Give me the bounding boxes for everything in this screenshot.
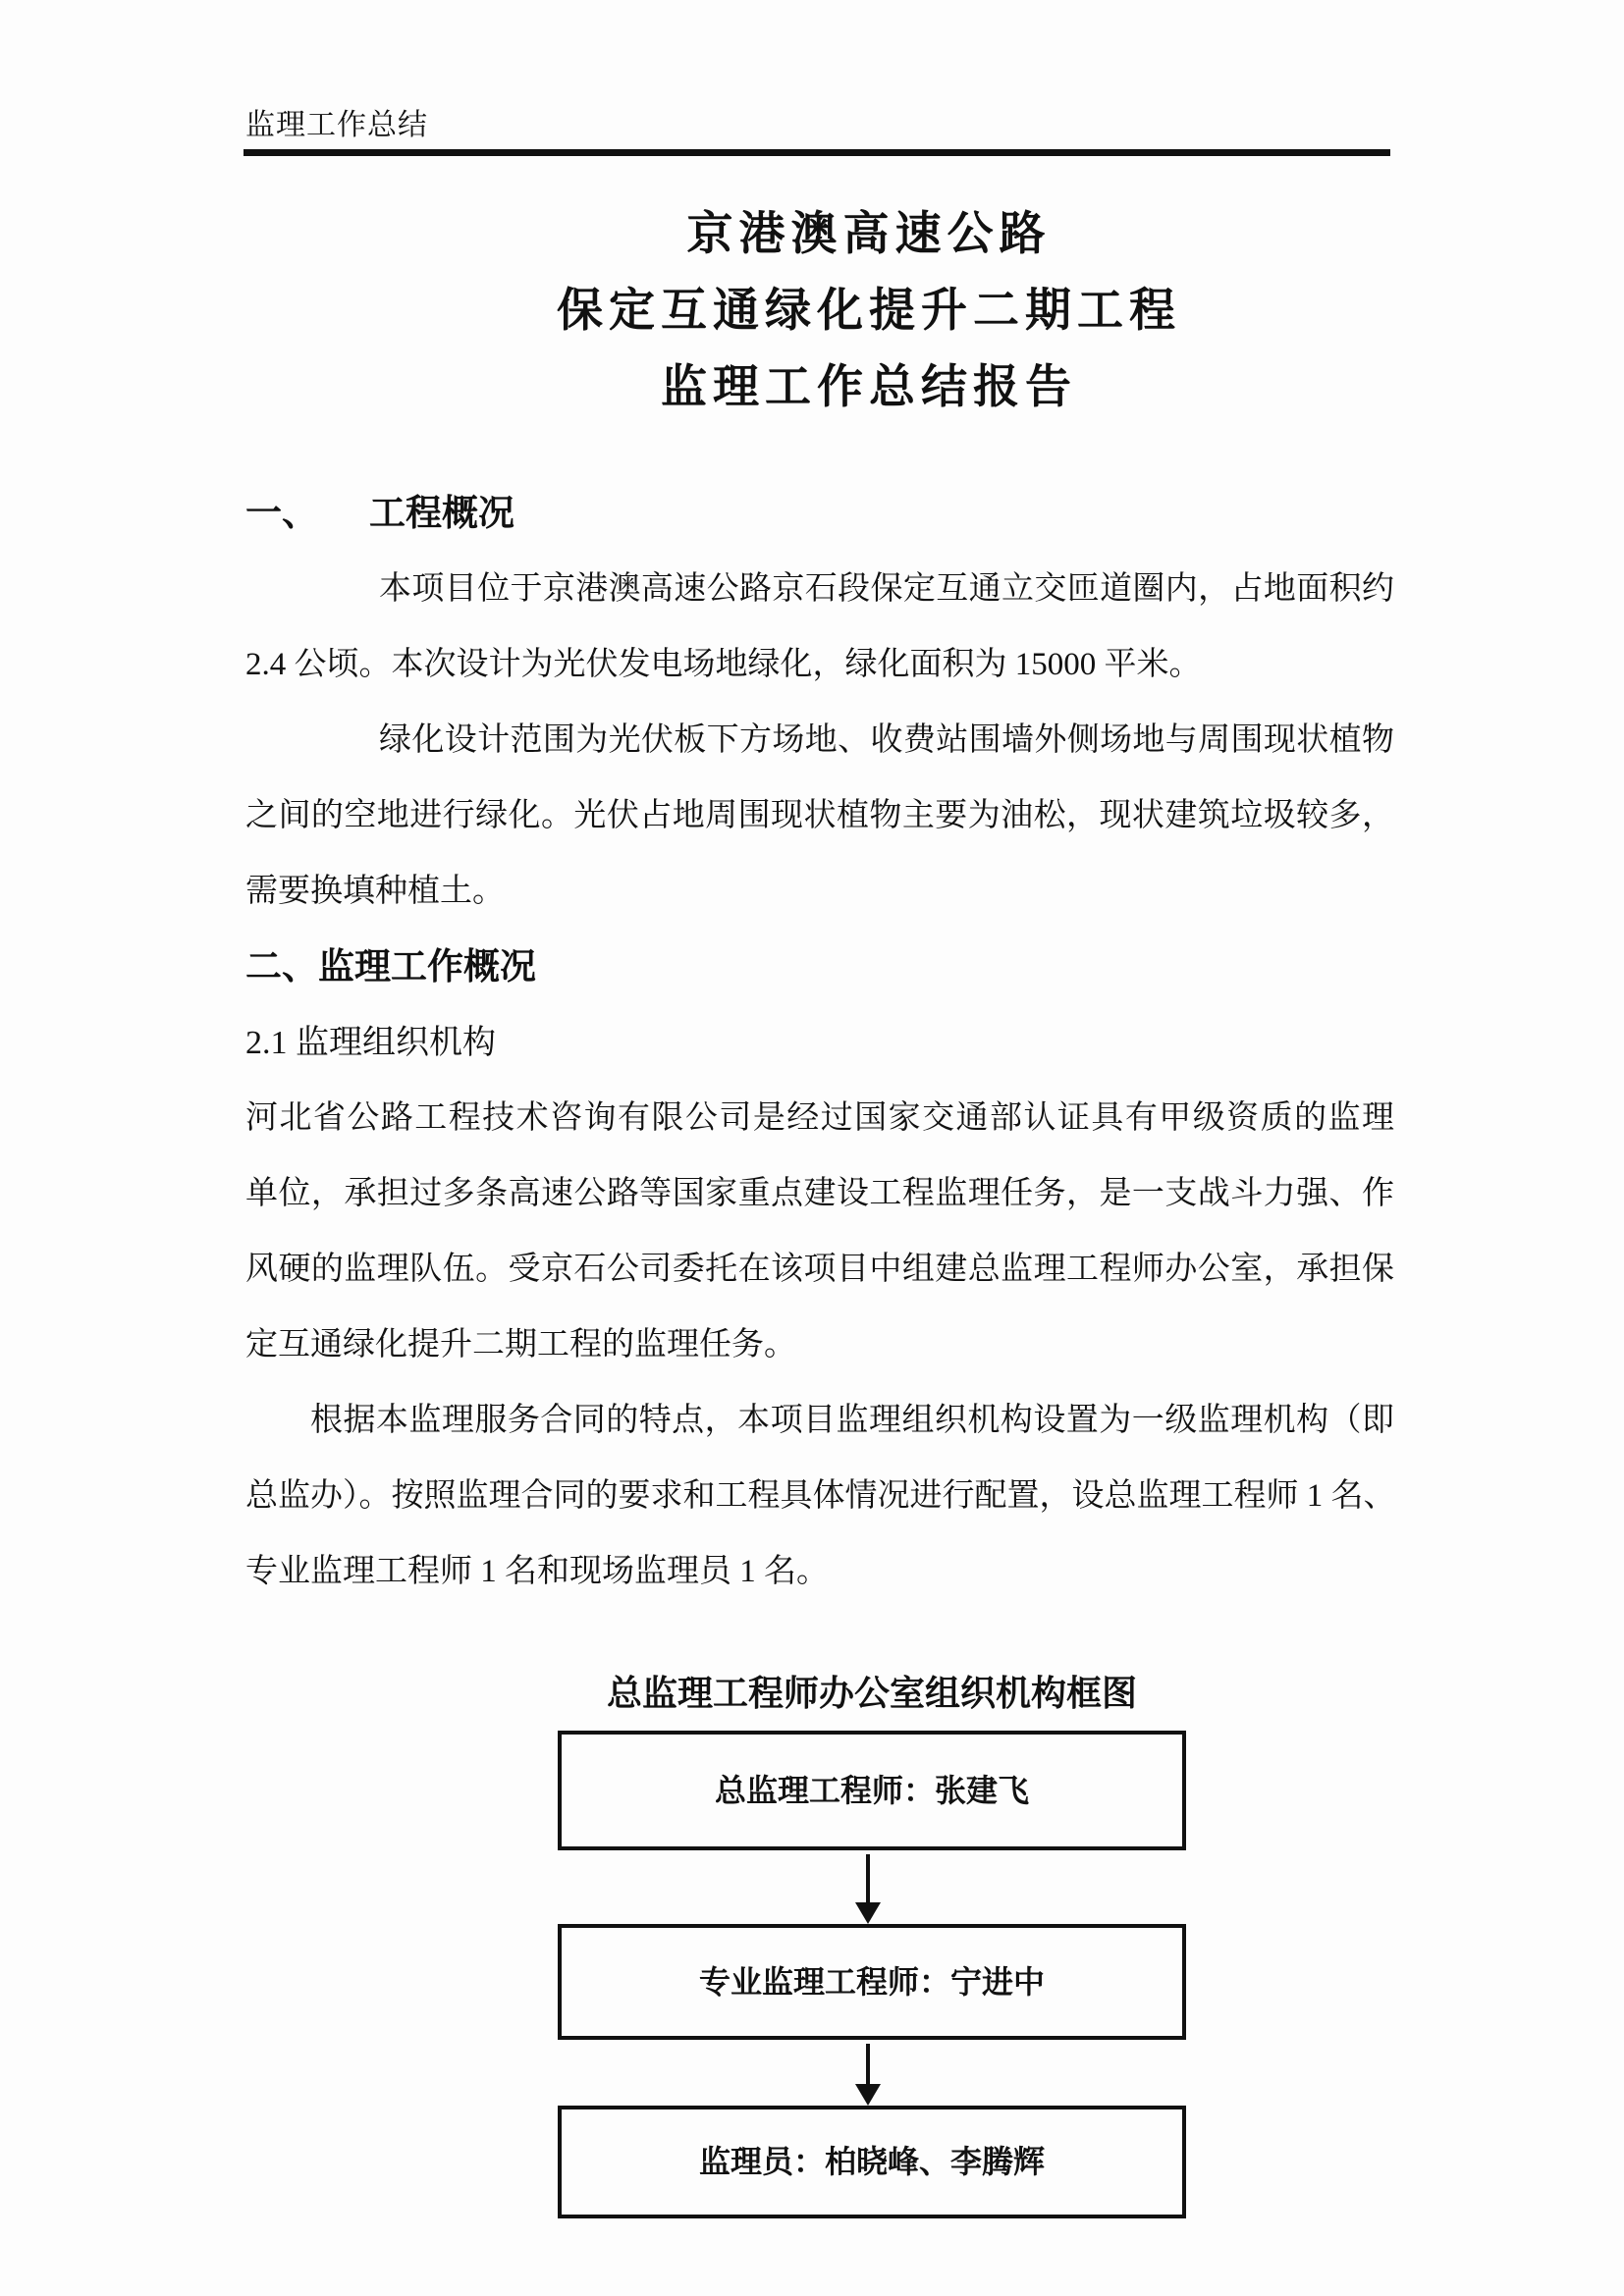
paragraph-2-line-2: 之间的空地进行绿化。光伏占地周围现状植物主要为油松，现状建筑垃圾较多， xyxy=(245,798,1394,833)
page-header-text: 监理工作总结 xyxy=(245,109,428,141)
document-body xyxy=(245,476,1394,1610)
section-2-heading: 二、监理工作概况 xyxy=(245,947,536,988)
paragraph-4-line-3: 专业监理工程师 1 名和现场监理员 1 名。 xyxy=(245,1554,829,1589)
doc-title-line-3: 监理工作总结报告 xyxy=(661,362,1077,413)
doc-title-line-2: 保定互通绿化提升二期工程 xyxy=(557,286,1181,337)
org-chart-box-professional-engineer-label: 专业监理工程师：宁进中 xyxy=(698,1964,1045,2000)
paragraph-4-line-2: 总监办）。按照监理合同的要求和工程具体情况进行配置，设总监理工程师 1 名、 xyxy=(245,1478,1396,1514)
doc-title-line-1: 京港澳高速公路 xyxy=(686,209,1052,260)
org-chart-box-chief-engineer-label: 总监理工程师：张建飞 xyxy=(714,1773,1029,1808)
paragraph-3-line-4: 定互通绿化提升二期工程的监理任务。 xyxy=(245,1327,796,1362)
section-1-title: 工程概况 xyxy=(369,494,514,534)
paragraph-2-line-1: 绿化设计范围为光伏板下方场地、收费站围墙外侧场地与周围现状植物 xyxy=(379,722,1394,758)
paragraph-1-line-2: 2.4 公顷。本次设计为光伏发电场地绿化，绿化面积为 15000 平米。 xyxy=(245,647,1202,682)
down-arrow-icon xyxy=(855,1854,881,1924)
section-2-1-heading: 2.1 监理组织机构 xyxy=(245,1025,496,1061)
paragraph-4-line-1: 根据本监理服务合同的特点，本项目监理组织机构设置为一级监理机构（即 xyxy=(310,1403,1394,1438)
org-chart-box-supervisors xyxy=(558,2106,1186,2218)
org-chart-box-chief-engineer xyxy=(558,1731,1186,1850)
section-1-heading xyxy=(245,476,1394,552)
arrow-shaft xyxy=(866,2044,870,2086)
paragraph-2-line-3: 需要换填种植土。 xyxy=(245,874,505,909)
paragraph-1-line-1: 本项目位于京港澳高速公路京石段保定互通立交匝道圈内，占地面积约 xyxy=(379,571,1394,607)
header-rule xyxy=(244,149,1390,156)
arrow-shaft xyxy=(866,1854,870,1904)
down-arrow-icon xyxy=(855,2044,881,2106)
arrow-head xyxy=(855,1902,881,1924)
paragraph-3-line-1: 河北省公路工程技术咨询有限公司是经过国家交通部认证具有甲级资质的监理 xyxy=(245,1100,1394,1136)
section-1-number: 一、 xyxy=(245,494,318,534)
org-chart-title: 总监理工程师办公室组织机构框图 xyxy=(606,1674,1137,1713)
arrow-head xyxy=(855,2084,881,2106)
paragraph-3-line-3: 风硬的监理队伍。受京石公司委托在该项目中组建总监理工程师办公室，承担保 xyxy=(245,1252,1394,1287)
paragraph-3-line-2: 单位，承担过多条高速公路等国家重点建设工程监理任务，是一支战斗力强、作 xyxy=(245,1176,1394,1211)
org-chart-box-professional-engineer xyxy=(558,1924,1186,2040)
org-chart-box-supervisors-label: 监理员：柏晓峰、李腾辉 xyxy=(698,2144,1045,2179)
